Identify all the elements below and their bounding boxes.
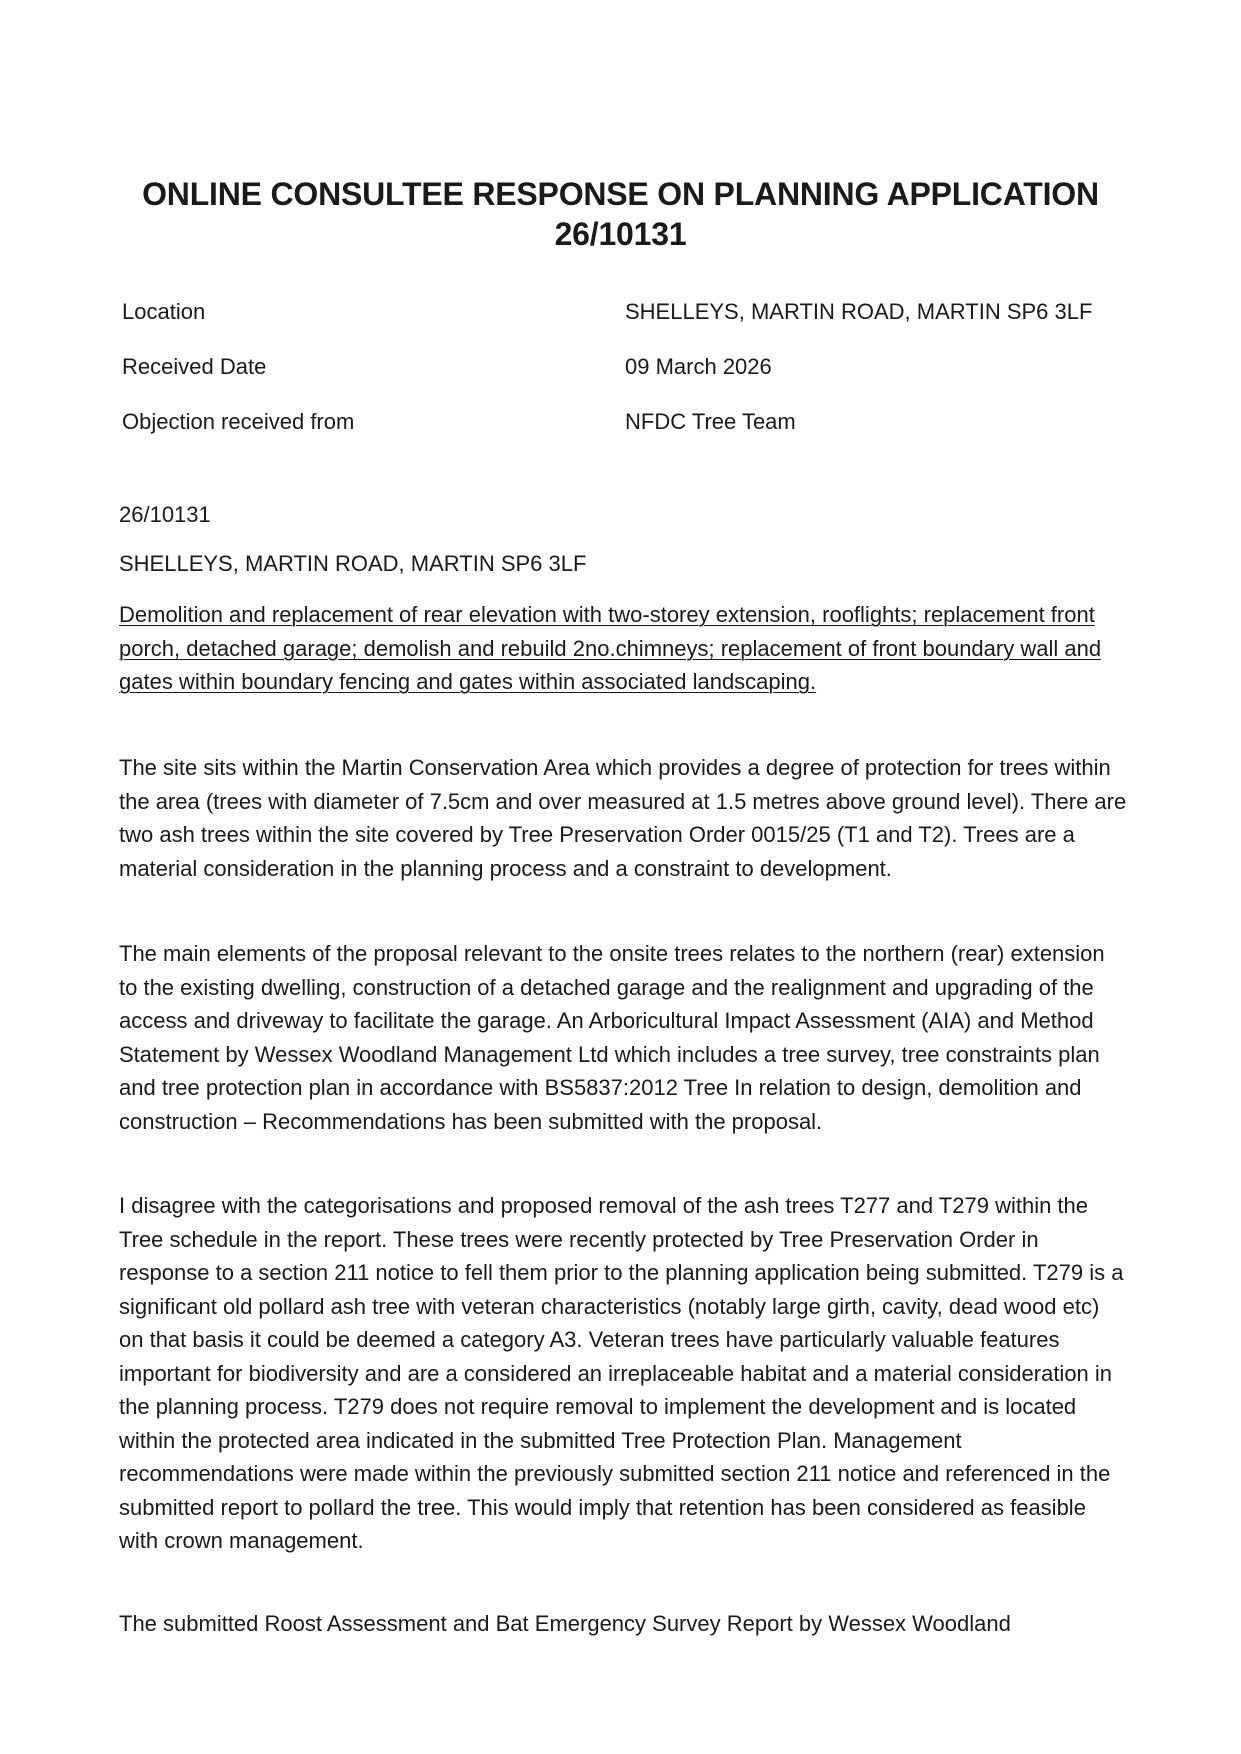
paragraph-bat-survey: The submitted Roost Assessment and Bat Emergency Survey Report by Wessex Woodland	[119, 1611, 1011, 1636]
detail-label: Location	[122, 299, 206, 324]
paragraph-tree-categorisation: I disagree with the categorisations and proposed removal of the ash trees T277 and T279 within the Tree schedule in the report. These trees were recently protected by Tree Preservation Order in response to a section 211 notice to fell them prior to the planning application being submitted. T279 is a significant old pollard ash tree with veteran characteristics (notably large girth, cavity, dead wood etc) on that basis it could be deemed a category A3. Veteran trees have particularly valuable features important for biodiversity and are a considered an irreplaceable habitat and a material consideration in the planning process. T279 does not require removal to implement the development and is located within the protected area indicated in the submitted Tree Protection Plan. Management recommendations were made within the previously submitted section 211 notice and referenced in the submitted report to pollard the tree. This would imply that retention has been considered as feasible with crown management.	[119, 1193, 1124, 1553]
detail-value: 09 March 2026	[625, 354, 772, 379]
detail-label: Received Date	[122, 354, 267, 379]
document-title: ONLINE CONSULTEE RESPONSE ON PLANNING APPLICATION 26/10131	[142, 176, 1099, 252]
proposal-description: Demolition and replacement of rear elevation with two-storey extension, rooflights; replacement front porch, detached garage; demolish and rebuild 2no.chimneys; replacement of front boundary wall and gates within boundary fencing and gates within associated landscaping.	[119, 602, 1102, 694]
detail-value: NFDC Tree Team	[625, 409, 796, 434]
paragraph-conservation-area: The site sits within the Martin Conservation Area which provides a degree of protection for trees within the area (trees with diameter of 7.5cm and over measured at 1.5 metres above ground level). There are two ash trees within the site covered by Tree Preservation Order 0015/25 (T1 and T2). Trees are a material consideration in the planning process and a constraint to development.	[119, 755, 1127, 881]
paragraph-proposal-elements: The main elements of the proposal relevant to the onsite trees relates to the northern (rear) extension to the existing dwelling, construction of a detached garage and the realignment and upgrading of the access and driveway to facilitate the garage. An Arboricultural Impact Assessment (AIA) and Method Statement by Wessex Woodland Management Ltd which includes a tree survey, tree constraints plan and tree protection plan in accordance with BS5837:2012 Tree In relation to design, demolition and construction – Recommendations has been submitted with the proposal.	[119, 941, 1105, 1134]
site-address: SHELLEYS, MARTIN ROAD, MARTIN SP6 3LF	[119, 551, 587, 576]
detail-value: SHELLEYS, MARTIN ROAD, MARTIN SP6 3LF	[625, 299, 1093, 324]
detail-label: Objection received from	[122, 409, 355, 434]
application-reference: 26/10131	[119, 502, 211, 527]
